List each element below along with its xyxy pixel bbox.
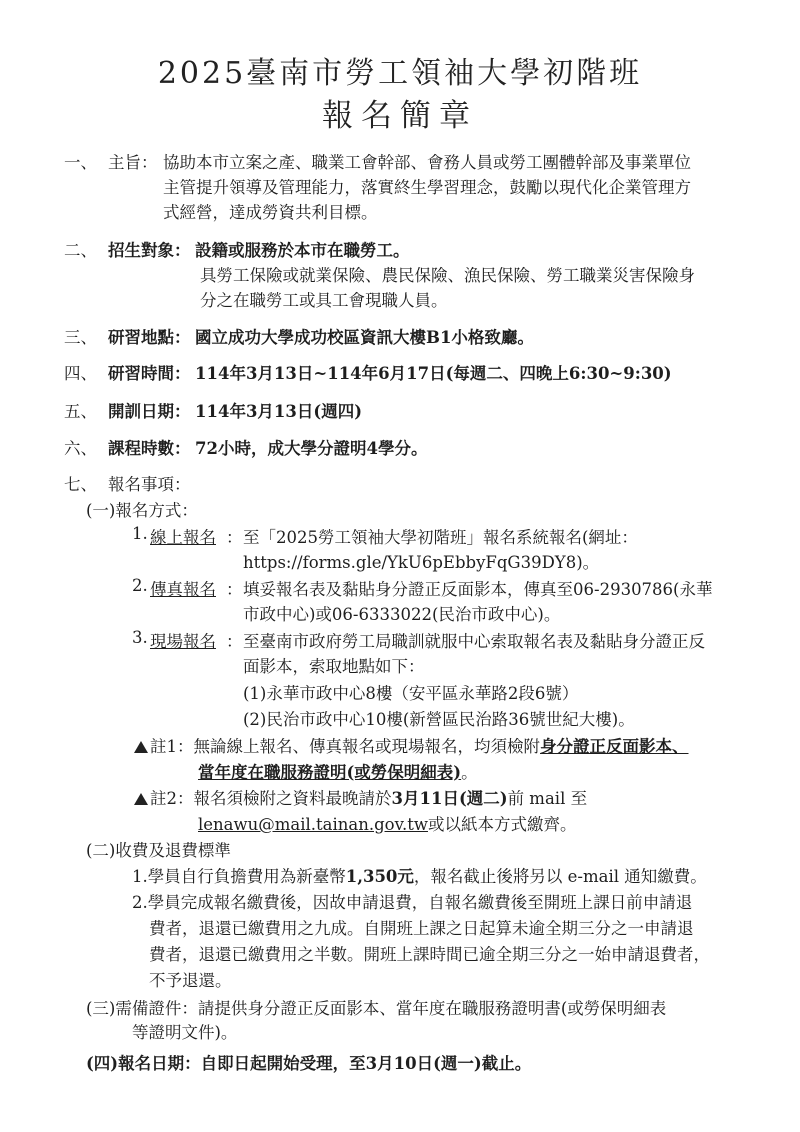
registration-deadline: 3月10日(週一) (365, 1054, 482, 1073)
fee-item-1-text: 1.學員自行負擔費用為新臺幣 (132, 867, 346, 886)
section-4-value: 114年3月13日~114年6月17日(每週二、四晚上6:30~9:30) (195, 364, 672, 383)
section-4-label: 研習時間： (108, 364, 191, 383)
method-2-label: 傳真報名 (150, 580, 216, 599)
note-1-label: 註1： (150, 737, 194, 756)
section-5-value: 114年3月13日(週四) (195, 402, 362, 421)
section-3-number: 三、 (64, 328, 97, 347)
section-6-value: 72小時，成大學分證明4學分。 (195, 439, 428, 458)
method-1-number: 1. (132, 524, 148, 543)
note-1-text: 無論線上報名、傳真報名或現場報名，均須檢附 (193, 737, 540, 756)
subsection-3-text: 請提供身分證正反面影本、當年度在職服務證明書(或勞保明細表 (197, 999, 667, 1018)
subsection-1-heading: (一)報名方式： (86, 501, 198, 520)
method-3-colon: ： (226, 632, 243, 651)
section-7-label: 報名事項： (108, 475, 191, 494)
subsection-4-heading: (四)報名日期： (86, 1054, 201, 1073)
method-1-text-line-1: 至「2025勞工領袖大學初階班」報名系統報名(網址： (243, 528, 638, 547)
method-1-label: 線上報名 (150, 528, 216, 547)
section-5-number: 五、 (64, 402, 97, 421)
document-subtitle: 報名簡章 (322, 98, 478, 134)
method-2-text-line-1: 填妥報名表及黏貼身分證正反面影本，傳真至06-2930786(永華 (243, 580, 713, 599)
subsection-3-line-2: 等證明文件)。 (132, 1023, 238, 1042)
fee-item-1-end: ，報名截止後將另以 e-mail 通知繳費。 (413, 867, 707, 886)
subsection-3 (86, 995, 666, 1019)
note-1-end: 。 (461, 763, 478, 782)
warning-triangle-icon (134, 793, 148, 805)
section-1-text-line-3: 式經營，達成勞資共利目標。 (163, 203, 378, 222)
note-2-deadline: 3月11日(週二) (391, 789, 508, 808)
section-1-label: 主旨： (108, 153, 158, 172)
note-1-emphasis-1: 身分證正反面影本、 (540, 737, 689, 756)
refund-item-line-3: 費者，退還已繳費用之半數。開班上課時間已逾全期三分之一始申請退費者， (149, 945, 710, 964)
method-2-text-line-2: 市政中心)或06-6333022(民治市政中心)。 (243, 605, 561, 624)
note-1-emphasis-2: 當年度在職服務證明(或勞保明細表) (198, 763, 462, 782)
section-3-value: 國立成功大學成功校區資訊大樓B1小格致廳。 (195, 328, 534, 347)
method-3-text-line-1: 至臺南市政府勞工局職訓就服中心索取報名表及黏貼身分證正反 (243, 632, 705, 651)
section-5-label: 開訓日期： (108, 402, 191, 421)
note-2-text: 報名須檢附之資料最晚請於 (193, 789, 392, 808)
method-3-label: 現場報名 (150, 632, 216, 651)
subsection-3-heading: (三)需備證件： (86, 999, 198, 1018)
fee-item-1 (132, 863, 707, 887)
section-2-label: 招生對象： (108, 241, 191, 260)
method-1-colon: ： (226, 528, 243, 547)
note-1-line-2 (198, 759, 478, 783)
section-1-text-line-1: 協助本市立案之產、職業工會幹部、會務人員或勞工團體幹部及事業單位 (163, 153, 691, 172)
note-1 (134, 733, 689, 757)
contact-email-link[interactable]: lenawu@mail.tainan.gov.tw (198, 815, 428, 834)
registration-url-link[interactable]: https://forms.gle/YkU6pEbbyFqG39DY8)。 (243, 553, 600, 572)
section-2-target: 設籍或服務於本市在職勞工。 (195, 241, 410, 260)
section-7-number: 七、 (64, 475, 97, 494)
section-1-text-line-2: 主管提升領導及管理能力，落實終生學習理念，鼓勵以現代化企業管理方 (163, 178, 691, 197)
note-2 (134, 785, 587, 809)
location-2: (2)民治市政中心10樓(新營區民治路36號世紀大樓)。 (243, 710, 635, 729)
section-2-text-line-3: 分之在職勞工或具工會現職人員。 (200, 291, 448, 310)
refund-item-line-2: 費者，退還已繳費用之九成。自開班上課之日起算未逾全期三分之一申請退 (149, 919, 694, 938)
document-title: 2025臺南市勞工領袖大學初階班 (157, 56, 643, 91)
note-2-line-2 (198, 811, 576, 835)
refund-item-line-4: 不予退還。 (149, 971, 232, 990)
fee-amount: 1,350元 (345, 867, 414, 886)
note-2-label: 註2： (150, 789, 194, 808)
section-4-number: 四、 (64, 364, 97, 383)
note-2-text-2: 前 mail 至 (507, 789, 588, 808)
subsection-4-text: 自即日起開始受理，至 (200, 1054, 366, 1073)
subsection-4 (86, 1050, 531, 1074)
section-1-number: 一、 (64, 153, 97, 172)
section-3-label: 研習地點： (108, 328, 191, 347)
section-6-number: 六、 (64, 439, 97, 458)
refund-item-line-1: 2.學員完成報名繳費後，因故申請退費，自報名繳費後至開班上課日前申請退 (132, 893, 693, 912)
note-2-end: 或以紙本方式繳齊。 (427, 815, 577, 834)
section-2-number: 二、 (64, 241, 97, 260)
method-3-number: 3. (132, 628, 148, 647)
subsection-2-heading: (二)收費及退費標準 (86, 841, 231, 860)
section-2-text-line-2: 具勞工保險或就業保險、農民保險、漁民保險、勞工職業災害保險身 (200, 266, 695, 285)
method-3-text-line-2: 面影本，索取地點如下： (243, 657, 425, 676)
location-1: (1)永華市政中心8樓（安平區永華路2段6號） (243, 684, 579, 703)
method-2-colon: ： (226, 580, 243, 599)
method-2-number: 2. (132, 576, 148, 595)
warning-triangle-icon (134, 741, 148, 753)
section-6-label: 課程時數： (108, 439, 191, 458)
subsection-4-end: 截止。 (481, 1054, 532, 1073)
